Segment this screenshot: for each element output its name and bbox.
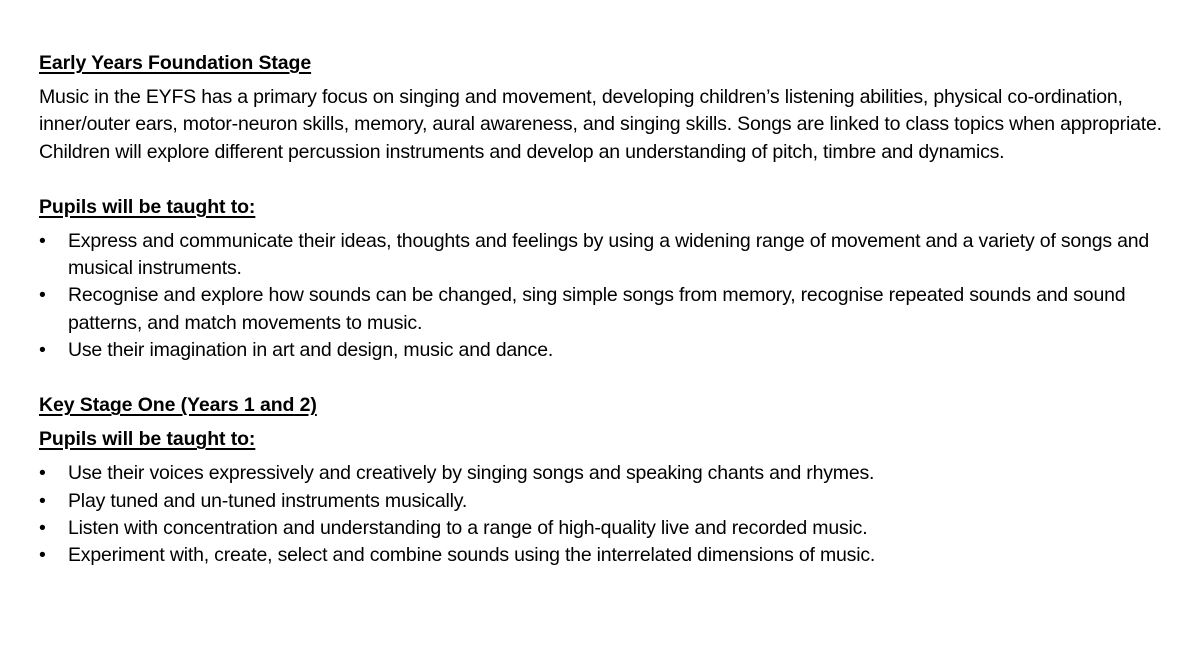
document-page xyxy=(39,50,1169,570)
spacer xyxy=(39,220,1169,228)
spacer xyxy=(39,452,1169,460)
list-item xyxy=(39,460,1169,487)
spacer xyxy=(39,418,1169,426)
spacer xyxy=(39,364,1169,392)
list-item-text: Listen with concentration and understanding to a range of high-quality live and recorded music. xyxy=(68,516,868,539)
list-item-text: Express and communicate their ideas, thoughts and feelings by using a widening range of movement and a variety of songs and musical instruments. xyxy=(68,229,1150,280)
list-item-text: Use their voices expressively and creatively by singing songs and speaking chants and rhymes. xyxy=(68,462,875,485)
bullet-icon: • xyxy=(39,229,46,252)
list-item xyxy=(39,515,1169,542)
eyfs-taught-heading: Pupils will be taught to: xyxy=(39,195,256,218)
list-item-text: Recognise and explore how sounds can be changed, sing simple songs from memory, recognise repeated sounds and sound patterns, and match movements to music. xyxy=(68,284,1126,334)
eyfs-heading: Early Years Foundation Stage xyxy=(39,52,312,74)
list-item-text: Use their imagination in art and design, music and dance. xyxy=(68,339,554,362)
list-item-text: Experiment with, create, select and combine sounds using the interrelated dimensions of music. xyxy=(68,544,876,567)
bullet-icon: • xyxy=(39,339,46,362)
bullet-icon: • xyxy=(39,462,46,485)
list-item xyxy=(39,337,1169,364)
bullet-icon: • xyxy=(39,516,46,539)
list-item xyxy=(39,282,1169,337)
bullet-icon: • xyxy=(39,284,46,307)
list-item xyxy=(39,542,1169,569)
list-item xyxy=(39,488,1169,515)
list-item-text: Play tuned and un-tuned instruments musically. xyxy=(68,489,468,512)
eyfs-paragraph: Music in the EYFS has a primary focus on singing and movement, developing children’s listening abilities, physical co-ordination, inner/outer ears, motor-neuron skills, memory, aural awareness, and singing skills. Songs are linked to class topics when appropriate. Children will explore different percussion instruments and develop an understanding of pitch, timbre and dynamics. xyxy=(39,86,1162,163)
bullet-icon: • xyxy=(39,489,46,512)
spacer xyxy=(39,166,1169,194)
list-item xyxy=(39,228,1169,283)
ks1-bullet-list xyxy=(39,460,1169,569)
eyfs-bullet-list xyxy=(39,228,1169,364)
ks1-heading: Key Stage One (Years 1 and 2) xyxy=(39,394,317,417)
bullet-icon: • xyxy=(39,544,46,567)
ks1-taught-heading: Pupils will be taught to: xyxy=(39,428,256,451)
